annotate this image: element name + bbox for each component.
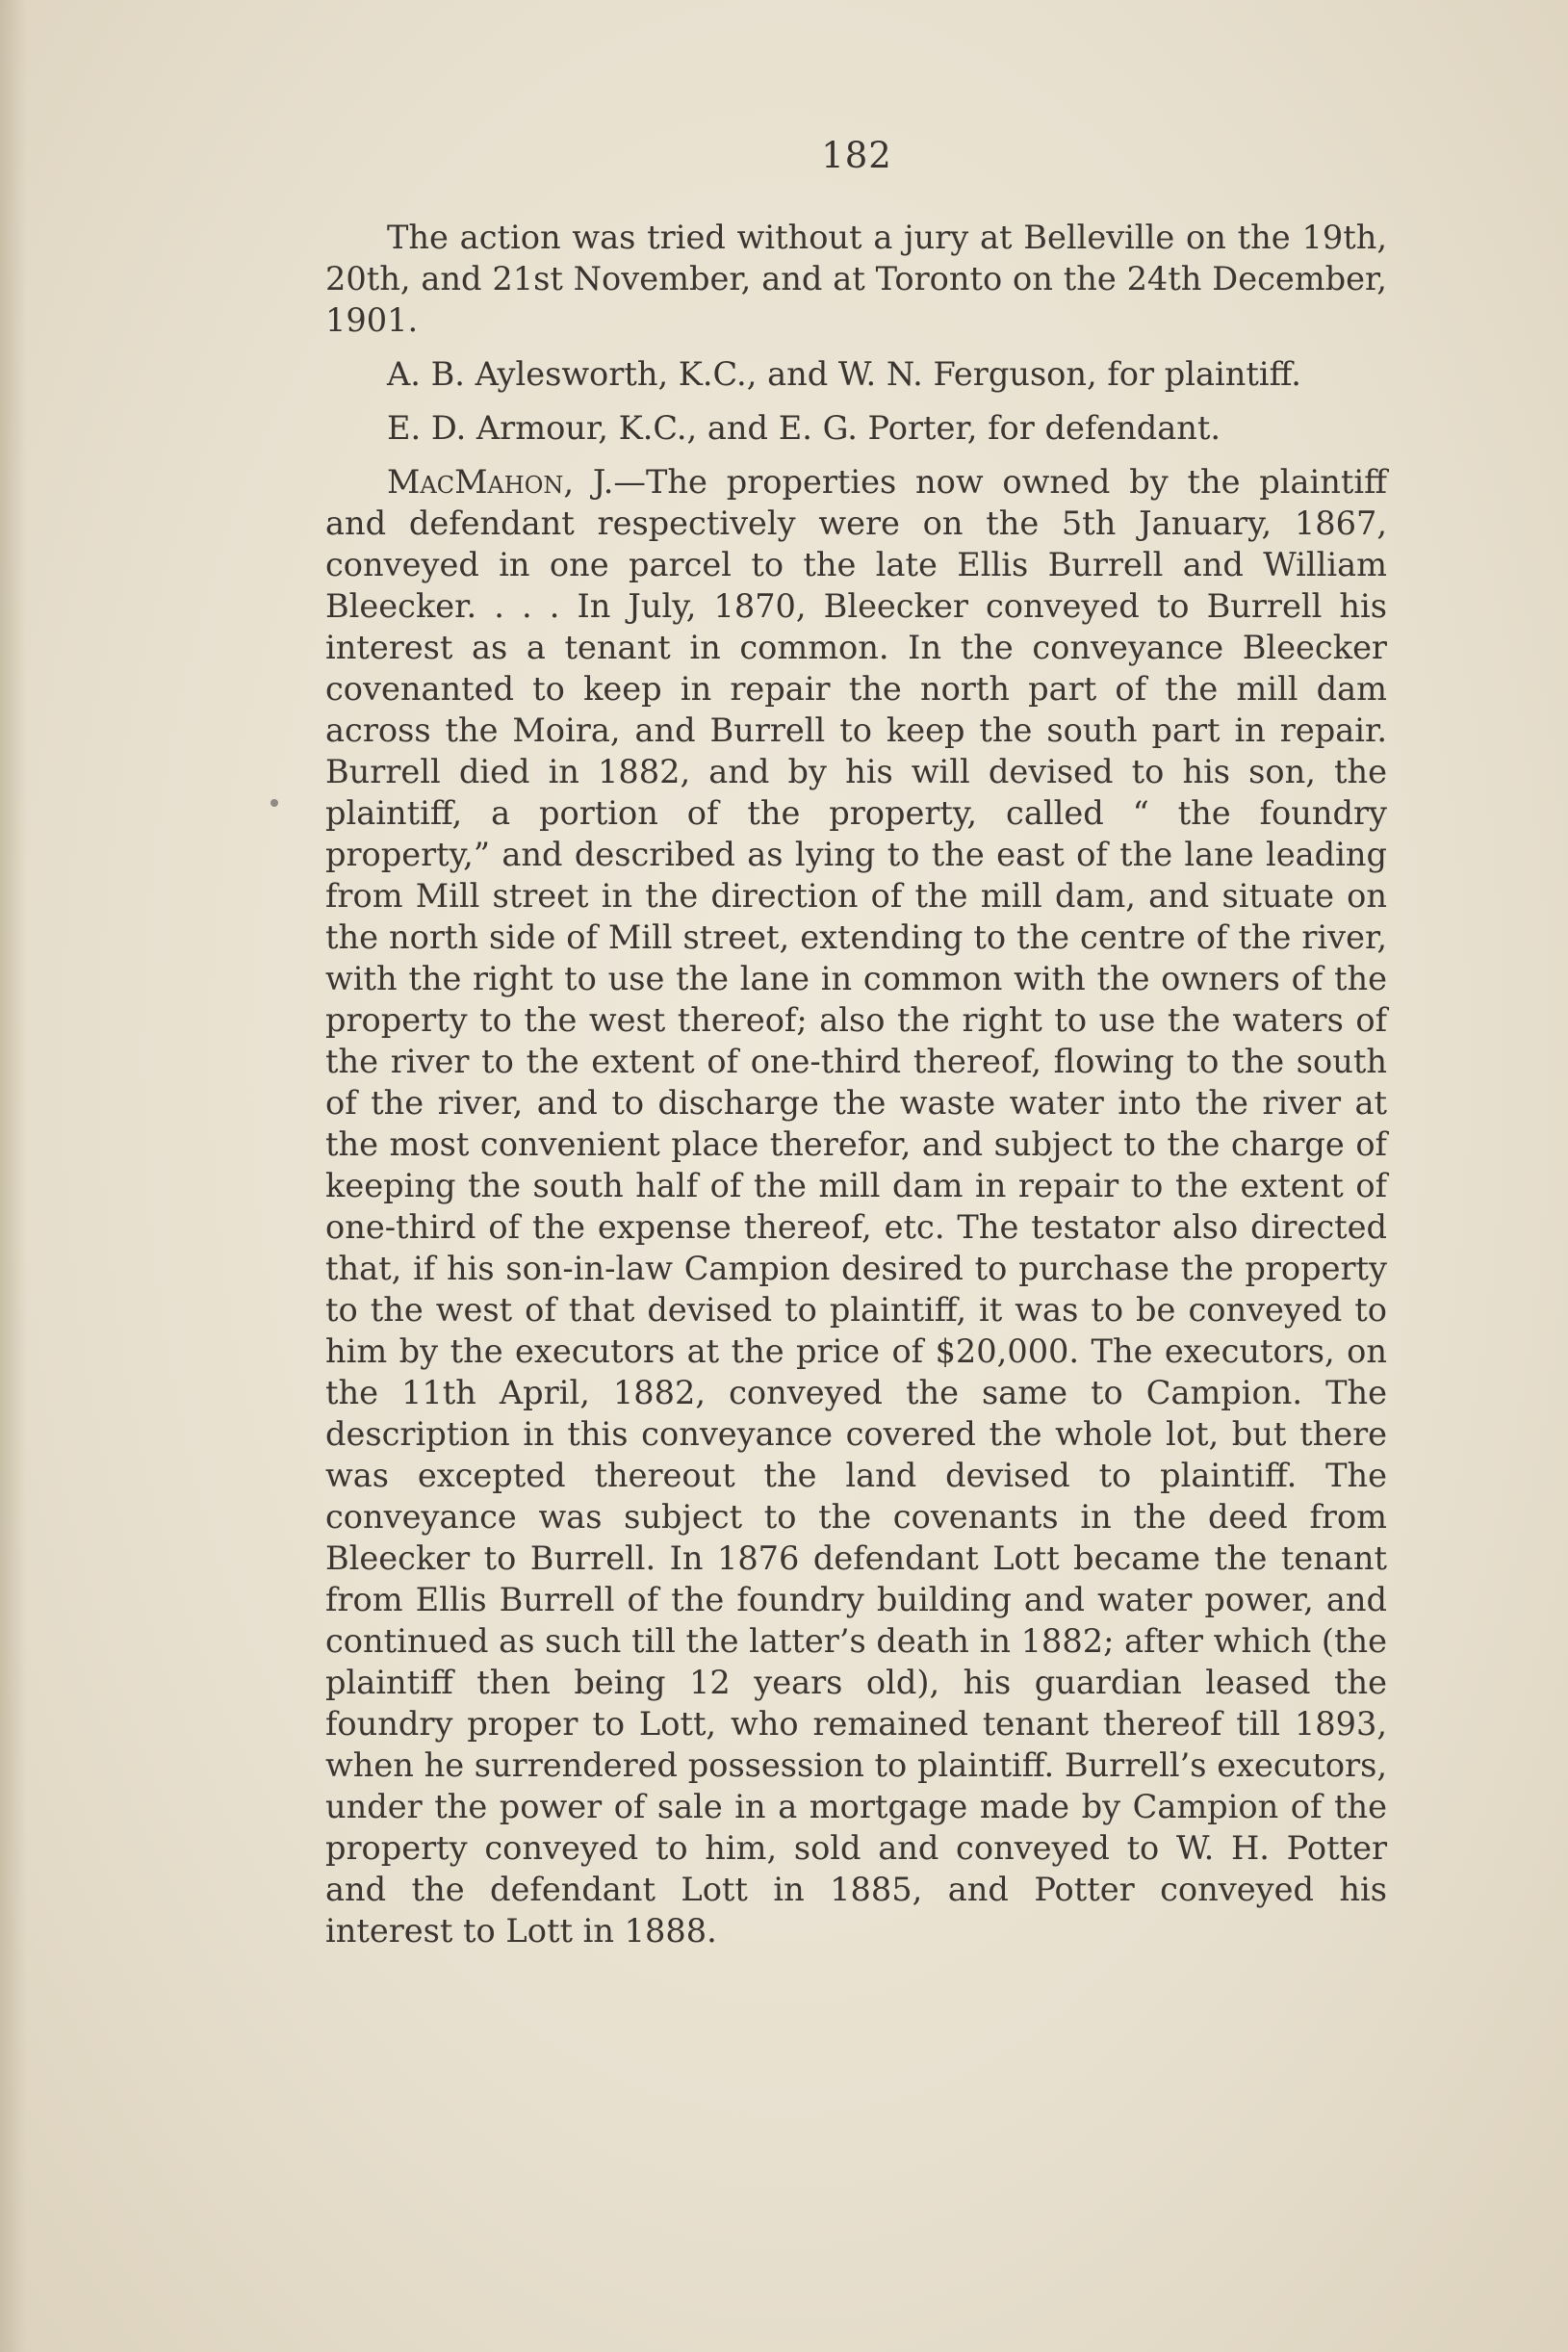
margin-mark xyxy=(270,799,278,807)
judge-name: MacMahon, J. xyxy=(387,463,614,501)
body-text xyxy=(325,217,1387,1951)
judgment-paragraph xyxy=(325,461,1387,1951)
plaintiff-counsel-text: A. B. Aylesworth, K.C., and W. N. Ferguson, for plaintiff. xyxy=(387,355,1301,393)
spine-shadow xyxy=(0,0,27,2352)
trial-paragraph xyxy=(325,217,1387,341)
trial-text: The action was tried without a jury at Belleville on the 19th, 20th, and 21st November, and at Toronto on the 24th December, 1901. xyxy=(325,219,1387,339)
judgment-text: —The properties now owned by the plaintiff and defendant respectively were on the 5th January, 1867, conveyed in one parcel to the late Ellis Burrell and William Bleecker. . . . In July, 1870, Bleecker conveyed to Burrell his interest as a tenant in common. In the conveyance Bleecker covenanted to keep in repair the north part of the mill dam across the Moira, and Burrell to keep the south part in repair. Burrell died in 1882, and by his will devised to his son, the plaintiff, a portion of the property, called “ the foundry property,” and described as lying to the east of the lane leading from Mill street in the direction of the mill dam, and situate on the north side of Mill street, extending to the centre of the river, with the right to use the lane in common with the owners of the property to the west thereof; also the right to use the waters of the river to the extent of one-third thereof, flowing to the south of the river, and to discharge the waste water into the river at the most convenient place therefor, and subject to the charge of keeping the south half of the mill dam in repair to the extent of one-third of the expense thereof, etc. The testator also directed that, if his son-in-law Campion desired to purchase the property to the west of that devised to plaintiff, it was to be conveyed to him by the executors at the price of $20,000. The executors, on the 11th April, 1882, conveyed the same to Campion. The description in this conveyance covered the whole lot, but there was excepted thereout the land devised to plaintiff. The conveyance was subject to the covenants in the deed from Bleecker to Burrell. In 1876 defendant Lott became the tenant from Ellis Burrell of the foundry building and water power, and continued as such till the latter’s death in 1882; after which (the plaintiff then being 12 years old), his guardian leased the foundry proper to Lott, who remained tenant thereof till 1893, when he surrendered possession to plaintiff. Burrell’s executors, under the power of sale in a mortgage made by Campion of the property conveyed to him, sold and conveyed to W. H. Potter and the defendant Lott in 1885, and Potter conveyed his interest to Lott in 1888. xyxy=(325,463,1387,1950)
page-number: 182 xyxy=(821,135,892,176)
defendant-counsel-text: E. D. Armour, K.C., and E. G. Porter, for defendant. xyxy=(387,409,1221,447)
plaintiff-counsel-paragraph xyxy=(325,353,1387,395)
defendant-counsel-paragraph xyxy=(325,407,1387,449)
